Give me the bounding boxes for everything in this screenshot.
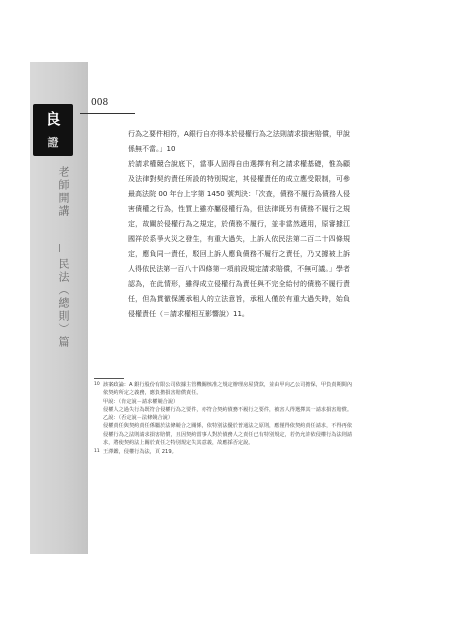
header-rule (80, 113, 135, 114)
footnote-paragraph: 甲說：（肯定說－請求權競合說） (103, 398, 179, 405)
seal-top-glyph: 良 (45, 110, 61, 128)
footnote-number: 10 (94, 382, 100, 387)
series-label: 老師開講 (57, 166, 70, 218)
body-paragraph: 於請求權競合說底下，當事人固得自由選擇有利之請求權基礎，惟為顧及法律對契約責任所設的特別規定，其侵權責任的成立應受限制，可參最高法院 00 年台上字第 1450 號判決：「次查，債務不履行為債務人侵害債權之行為，性質上雖亦屬侵權行為，但法律既另有債務不履行之規定，故關於侵權行為之規定，於債務不履行，並非當然適用，原審據江國祥於系爭火災之發生，有重大過失，上訴人依民法第二百二十四條規定，應負同一責任，駁回上訴人應負債務不履行之責任，乃又據被上訴人得依民法第一百八十四條第一項前段規定請求賠償，不無可議。」學者認為，在此情形，雖得成立侵權行為責任與不完全給付的債務不履行責任，但為貫徹保護承租人的立法意旨，承租人僅於有重大過失時，始負侵權責任（＝請求權相互影響說）11。 (128, 160, 350, 318)
seal-bottom-glyph: 證 (47, 136, 59, 149)
footnote-paragraph: 王澤鑑，侵權行為法，頁 219。 (103, 449, 177, 456)
footnote (94, 381, 352, 447)
book-label: 民法（總則）篇 (57, 258, 70, 349)
footnote-paragraph: 侵權人之過失行為既符合侵權行為之要件，亦符合契約債務不履行之要件，被害人得選擇其一請求損害賠償。 (103, 406, 353, 413)
footnote-rule (94, 378, 124, 379)
label-divider (59, 244, 60, 252)
footnote-paragraph: 侵權責任與契約責任係屬於法條競合之關係，依特別法優於普通法之原則，應僅得依契約責任請求，不得再依侵權行為之法則請求損害賠償，且因契約當事人對於債務人之責任已有特別規定，若仍允許依侵權行為法則請求，將使契約法上關於責任之特別規定失其意義，故應採否定說。 (103, 423, 353, 447)
footnote-number: 11 (94, 449, 100, 455)
footnote-body (103, 448, 352, 456)
page-number: 008 (91, 98, 109, 108)
footnote (94, 448, 352, 456)
body-paragraph: 行為之要件相符，A銀行自亦得本於侵權行為之法則請求損害賠償，甲說係無不當。」10 (128, 130, 350, 153)
footnotes (94, 381, 352, 458)
body-text (128, 127, 350, 322)
series-seal (33, 104, 73, 156)
footnote-body (103, 381, 352, 447)
footnote-paragraph: 該案政論：A 銀行股份有限公司依據主管機關核准之規定辦理房屋貸款，並由甲向乙公司擔保，甲負責期間內依契約所定之義務，應負擔損害賠償責任。 (103, 382, 353, 397)
footnote-paragraph: 乙說：（否定說－法條競合說） (103, 415, 174, 422)
